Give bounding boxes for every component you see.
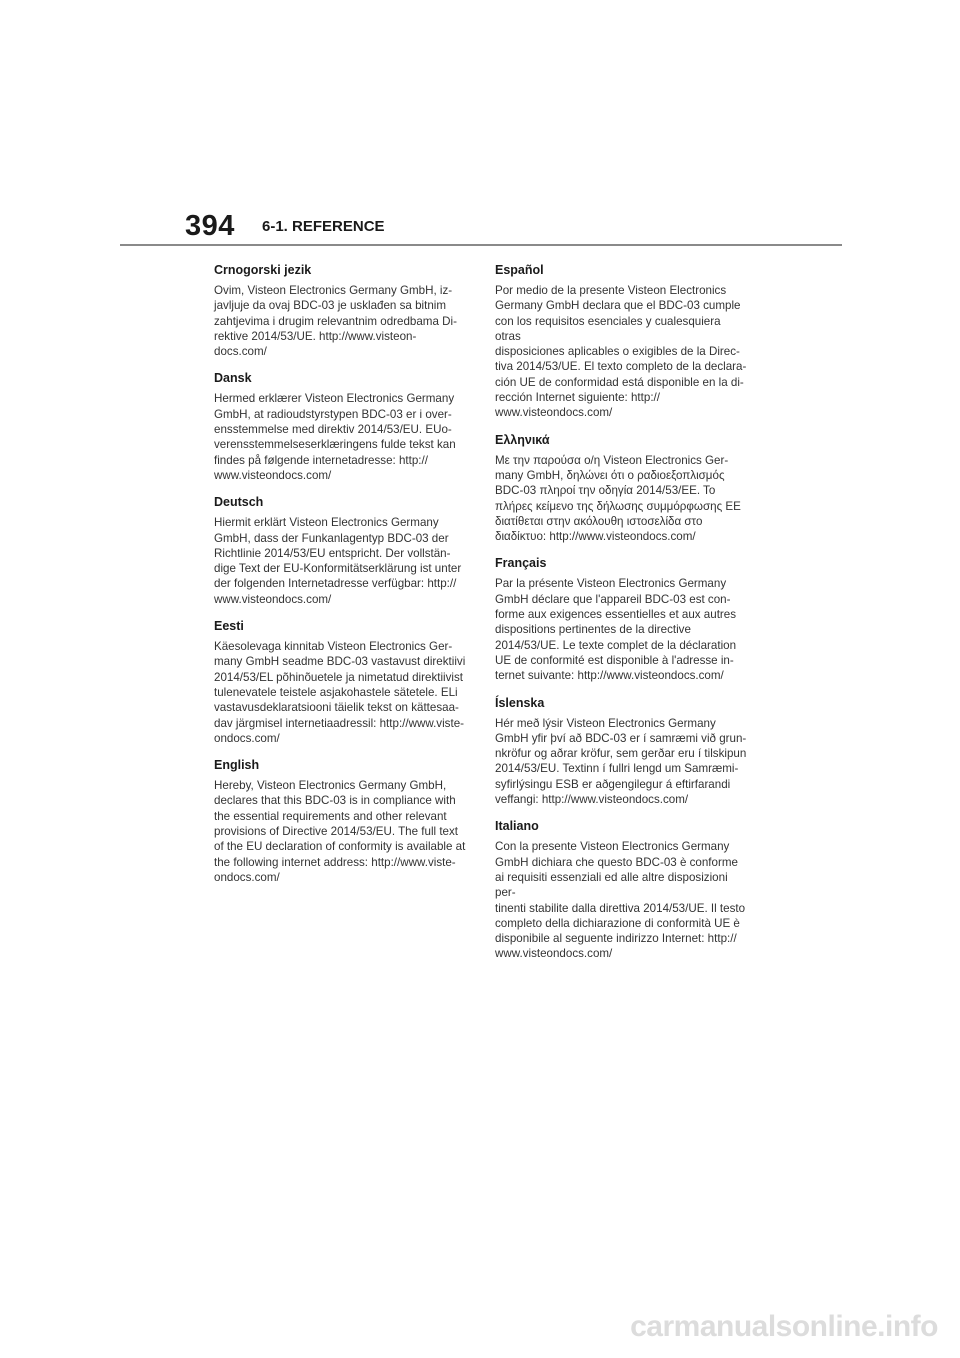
lang-heading: Français <box>495 556 547 571</box>
lang-declaration-text: Hér með lýsir Visteon Electronics Germany GmbH yfir því að BDC-03 er í samræmi við grun- nkröfur og aðrar kröfur, sem gerðar eru í tilskipun 2014/53/EU. Textinn í fullri lengd um Samræmi- syfirlýsingu ESB er aðgengilegur á eftirfarandi veffangi: http://www.visteondocs.com/ <box>495 716 747 807</box>
lang-declaration-text: Hiermit erklärt Visteon Electronics Germany GmbH, dass der Funkanlagentyp BDC-03 der Richtlinie 2014/53/EU entspricht. Der vollstän- dige Text der EU-Konformitätserklärung ist unter der folgenden Internetadresse verfügbar: http:// www.visteondocs.com/ <box>214 516 462 606</box>
lang-block-eesti <box>214 618 466 746</box>
lang-block-dansk <box>214 370 466 483</box>
lang-block-italiano <box>495 818 747 961</box>
lang-block-deutsch <box>214 494 466 607</box>
lang-heading: Deutsch <box>214 495 264 510</box>
lang-heading: Eesti <box>214 619 244 634</box>
watermark: carmanualsonline.info <box>630 1310 938 1343</box>
lang-block-espanol <box>495 262 747 421</box>
lang-block-crnogorski <box>214 262 466 359</box>
lang-heading: Italiano <box>495 819 539 834</box>
lang-declaration-text: Ovim, Visteon Electronics Germany GmbH, iz- javljuje da ovaj BDC-03 je usklađen sa bitnim zahtjevima i drugim relevantnim odredbama Di- rektive 2014/53/UE. http://www.visteon- docs.com/ <box>214 284 457 359</box>
lang-declaration-text: Hermed erklærer Visteon Electronics Germany GmbH, at radioudstyrstypen BDC-03 er i over- ensstemmelse med direktiv 2014/53/EU. EUo- verensstemmelseserklæringens fulde tekst kan findes på følgende internetadresse: http:// www.visteondocs.com/ <box>214 392 456 482</box>
left-column <box>214 262 466 896</box>
lang-declaration-text: Par la présente Visteon Electronics Germany GmbH déclare que l'appareil BDC-03 est con- forme aux exigences essentielles et aux autres dispositions pertinentes de la directive 2014/53/UE. Le texte complet de la déclaration UE de conformité est disponible à l'adresse in- ternet suivante: http://www.visteondocs.com/ <box>495 577 737 683</box>
lang-declaration-text: Με την παρούσα ο/η Visteon Electronics Ger- many GmbH, δηλώνει ότι ο ραδιοεξοπλισμός BDC-03 πληροί την οδηγία 2014/53/ΕΕ. Το πλήρες κείμενο της δήλωσης συμμόρφωσης ΕΕ διατίθεται στην ακόλουθη ιστοσελίδα στο διαδίκτυο: http://www.visteondocs.com/ <box>495 453 741 544</box>
header-divider <box>120 244 842 246</box>
page-number: 394 <box>185 210 235 242</box>
lang-heading: Español <box>495 263 544 277</box>
lang-heading: Ελληνικά <box>495 432 550 447</box>
lang-declaration-text: Käesolevaga kinnitab Visteon Electronics Ger- many GmbH seadme BDC-03 vastavust direktiivi 2014/53/EL põhinõuetele ja nimetatud direktiivist tulenevatele teistele asjakohastele sätetele. ELi vastavusdeklaratsiooni täielik tekst on kättesaa- dav järgmisel internetiaadressil: http://www.viste- ondocs.com/ <box>214 640 466 745</box>
lang-declaration-text: Hereby, Visteon Electronics Germany GmbH, declares that this BDC-03 is in compliance with the essential requirements and other relevant provisions of Directive 2014/53/EU. The full text of the EU declaration of conformity is available at the following internet address: http://www.viste- ondocs.com/ <box>214 779 466 884</box>
lang-heading: Íslenska <box>495 695 545 710</box>
lang-heading: Dansk <box>214 371 252 386</box>
right-column <box>495 262 747 973</box>
section-title: 6-1. REFERENCE <box>262 218 385 235</box>
lang-declaration-text: Por medio de la presente Visteon Electronics Germany GmbH declara que el BDC-03 cumple con los requisitos esenciales y cualesquiera otras disposiciones aplicables o exigibles de la Direc- tiva 2014/53/UE. El texto completo de la declara- ción UE de conformidad está disponible en la di- rección Internet siguiente: http:// www.visteondocs.com/ <box>495 284 747 420</box>
lang-block-ellinika <box>495 432 747 545</box>
lang-heading: Crnogorski jezik <box>214 263 312 277</box>
lang-declaration-text: Con la presente Visteon Electronics Germany GmbH dichiara che questo BDC-03 è conforme ai requisiti essenziali ed alle altre disposizioni per- tinenti stabilite dalla direttiva 2014/53/UE. Il testo completo della dichiarazione di conformità UE è disponibile al seguente indirizzo Internet: http:// www.visteondocs.com/ <box>495 840 746 961</box>
lang-block-islenska <box>495 695 747 808</box>
lang-block-english <box>214 757 466 885</box>
lang-block-francais <box>495 555 747 683</box>
lang-heading: English <box>214 758 260 773</box>
